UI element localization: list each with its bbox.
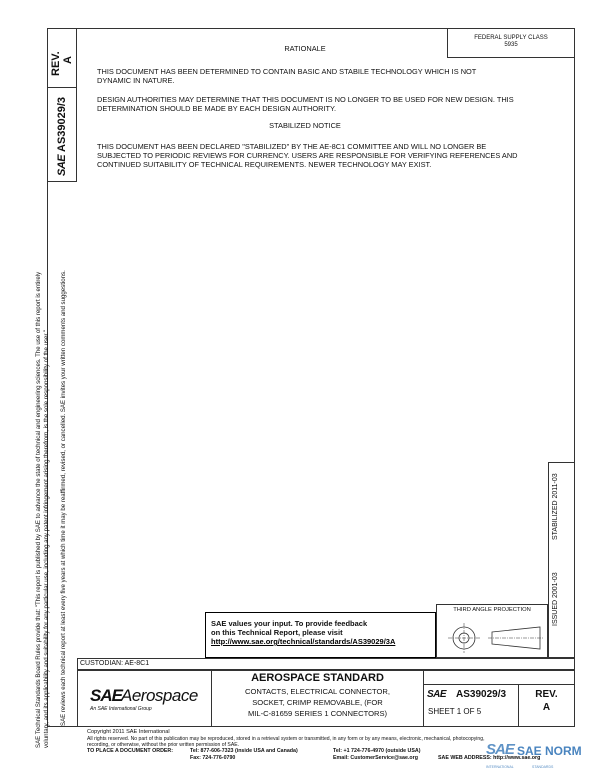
- logo-subtitle: An SAE International Group: [90, 706, 152, 712]
- description-line-3: MIL-C-81659 SERIES 1 CONNECTORS): [247, 709, 388, 718]
- sae-small-mark: SAE: [427, 689, 447, 700]
- fax-number: Fax: 724-776-0790: [190, 755, 236, 761]
- email-address: Email: CustomerService@sae.org: [333, 755, 418, 761]
- custodian-label: CUSTODIAN: AE-8C1: [80, 660, 150, 667]
- rationale-title: RATIONALE: [284, 44, 326, 53]
- feedback-link[interactable]: http://www.sae.org/technical/standards/AS39029/3A: [211, 637, 396, 646]
- tel-inside: Tel: 877-606-7323 (inside USA and Canada): [190, 748, 298, 754]
- side-note-line-3: SAE reviews each technical report at least every five years at which time it may be reaffirmed, revised, or cancelled. SAE invites your written comments and suggestions.: [60, 270, 67, 726]
- watermark-sub-1: INTERNATIONAL: [486, 765, 514, 769]
- rev-value: A: [62, 56, 74, 64]
- title-doc-number: AS39029/3: [456, 689, 507, 700]
- rights-line-1: All rights reserved. No part of this publication may be reproduced, stored in a retrieval system or transmitted, in any form or by any means, electronic, mechanical, photocopying,: [87, 736, 485, 742]
- logo-sae: SAE: [90, 686, 122, 705]
- doc-number-vertical: AS39029/3: [56, 96, 68, 152]
- logo-aerospace: Aerospace: [121, 686, 198, 705]
- description-line-2: SOCKET, CRIMP REMOVABLE, (FOR: [252, 698, 383, 707]
- custodian-row: [77, 658, 575, 670]
- issued-date: ISSUED 2001-03: [552, 572, 559, 626]
- standard-title: AEROSPACE STANDARD: [251, 672, 384, 684]
- rationale-paragraph-2: DESIGN AUTHORITIES MAY DETERMINE THAT THIS DOCUMENT IS NO LONGER TO BE USED FOR NEW DESIGN. THIS DETERMINATION SHOULD BE MADE BY EACH DESIGN AUTHORITY.: [97, 95, 514, 113]
- projection-label: THIRD ANGLE PROJECTION: [453, 607, 531, 613]
- side-note-line-1: SAE Technical Standards Board Rules provide that: "This report is published by SAE to advance the state of technical and engineering sciences. The use of this report is entirely: [35, 271, 42, 748]
- feedback-line-1: SAE values your input. To provide feedback: [211, 619, 368, 628]
- stabilized-title: STABILIZED NOTICE: [269, 121, 341, 130]
- rev-label: REV.: [50, 51, 62, 76]
- watermark-norm: SAE NORM: [517, 744, 582, 758]
- rev-bottom-label: REV.: [535, 689, 558, 700]
- order-label: TO PLACE A DOCUMENT ORDER:: [87, 748, 174, 754]
- sheet-number: SHEET 1 OF 5: [428, 707, 482, 716]
- rights-line-2: recording, or otherwise, without the prior written permission of SAE.: [87, 742, 240, 748]
- rationale-paragraph-1: THIS DOCUMENT HAS BEEN DETERMINED TO CONTAIN BASIC AND STABILE TECHNOLOGY WHICH IS NOT DYNAMIC IN NATURE.: [97, 67, 477, 85]
- watermark-sae: SAE: [486, 741, 514, 758]
- feedback-line-2: on this Technical Report, please visit: [211, 628, 343, 637]
- fsc-value: 5935: [504, 42, 518, 48]
- fsc-label: FEDERAL SUPPLY CLASS: [474, 35, 548, 41]
- tel-outside: Tel: +1 724-776-4970 (outside USA): [333, 748, 421, 754]
- stabilized-date: STABILIZED 2011-03: [552, 473, 559, 540]
- sae-mark-vertical: SAE: [56, 154, 68, 176]
- side-note-line-2: voluntary, and its applicability and suitability for any particular use, including any patent infringement arising therefrom, is the sole responsibility of the user.": [43, 330, 50, 748]
- watermark-sub-2: STANDARDS: [532, 765, 554, 769]
- web-address: SAE WEB ADDRESS: http://www.sae.org: [438, 755, 541, 761]
- projection-symbol-icon: [440, 618, 546, 656]
- copyright-line: Copyright 2011 SAE International: [87, 729, 170, 735]
- description-line-1: CONTACTS, ELECTRICAL CONNECTOR,: [245, 687, 390, 696]
- rev-bottom-value: A: [542, 702, 551, 713]
- stabilized-paragraph: THIS DOCUMENT HAS BEEN DECLARED "STABILIZED" BY THE AE-8C1 COMMITTEE AND WILL NO LONGER BE SUBJECTED TO PERIODIC REVIEWS FOR CURRENCY. USERS ARE RESPONSIBLE FOR VERIFYING REFERENCES AND CONTINUED SUITABILITY OF TECHNICAL REQUIREMENTS. NEWER TECHNOLOGY MAY EXIST.: [97, 142, 518, 169]
